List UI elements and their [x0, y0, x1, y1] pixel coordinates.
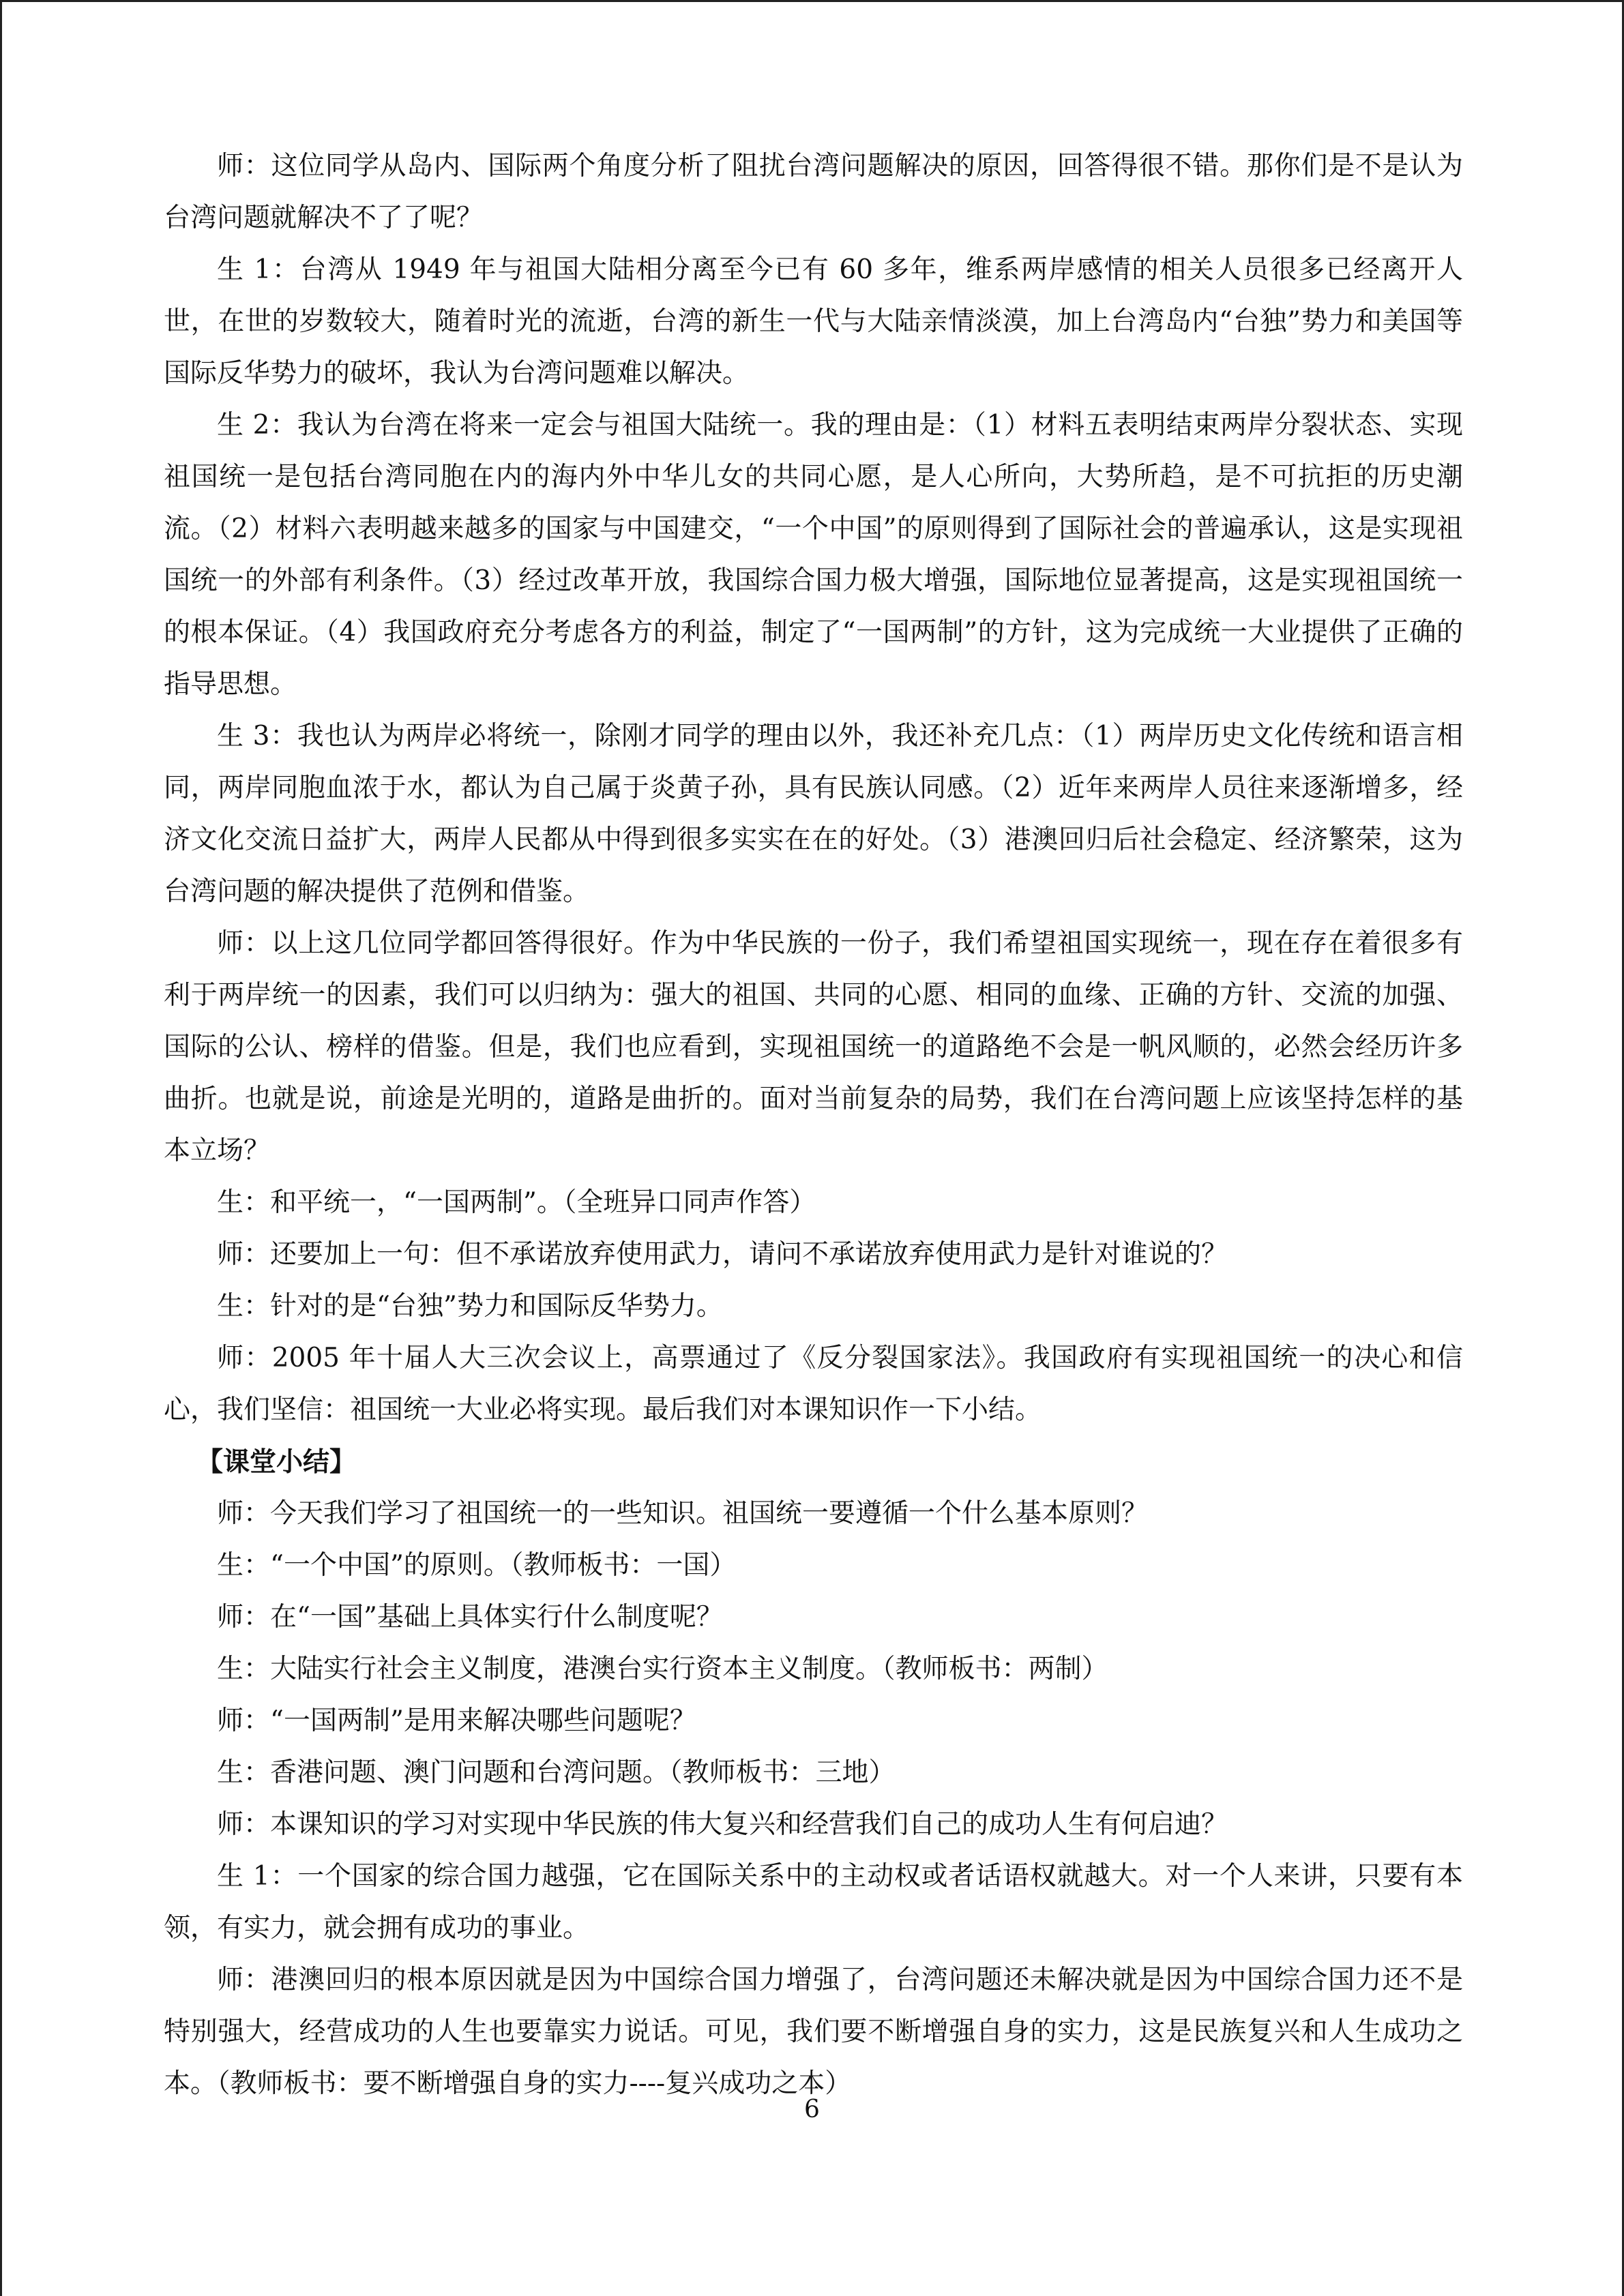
paragraph-teacher-summary: 师：以上这几位同学都回答得很好。作为中华民族的一份子，我们希望祖国实现统一，现在存在着很多有利于两岸统一的因素，我们可以归纳为：强大的祖国、共同的心愿、相同的血缘、正确的方针、交流的加强、国际的公认、榜样的借鉴。但是，我们也应看到，实现祖国统一的道路绝不会是一帆风顺的，必然会经历许多曲折。也就是说，前途是光明的，道路是曲折的。面对当前复杂的局势，我们在台湾问题上应该坚持怎样的基本立场？ [164, 928, 1463, 1166]
paragraph-student-answer: 生：针对的是“台独”势力和国际反华势力。 [217, 1291, 723, 1322]
paragraph-student-2: 生 2：我认为台湾在将来一定会与祖国大陆统一。我的理由是：（1）材料五表明结束两岸分裂状态、实现祖国统一是包括台湾同胞在内的海内外中华儿女的共同心愿，是人心所向，大势所趋，是不可抗拒的历史潮流。（2）材料六表明越来越多的国家与中国建交，“一个中国”的原则得到了国际社会的普遍承认，这是实现祖国统一的外部有利条件。（3）经过改革开放，我国综合国力极大增强，国际地位显著提高，这是实现祖国统一的根本保证。（4）我国政府充分考虑各方的利益，制定了“一国两制”的方针，这为完成统一大业提供了正确的指导思想。 [164, 410, 1463, 700]
summary-student-4: 生 1：一个国家的综合国力越强，它在国际关系中的主动权或者话语权就越大。对一个人来讲，只要有本领，有实力，就会拥有成功的事业。 [164, 1861, 1463, 1943]
summary-teacher-3: 师：“一国两制”是用来解决哪些问题呢？ [217, 1705, 696, 1736]
paragraph-teacher-law: 师：2005 年十届人大三次会议上，高票通过了《反分裂国家法》。我国政府有实现祖国统一的决心和信心，我们坚信：祖国统一大业必将实现。最后我们对本课知识作一下小结。 [164, 1343, 1463, 1425]
paragraph-teacher-question: 师：还要加上一句：但不承诺放弃使用武力，请问不承诺放弃使用武力是针对谁说的？ [217, 1239, 1228, 1270]
document-body [164, 140, 1463, 2110]
page-number: 6 [804, 2096, 820, 2123]
paragraph-student-3: 生 3：我也认为两岸必将统一，除刚才同学的理由以外，我还补充几点：（1）两岸历史文化传统和语言相同，两岸同胞血浓于水，都认为自己属于炎黄子孙，具有民族认同感。（2）近年来两岸人员往来逐渐增多，经济文化交流日益扩大，两岸人民都从中得到很多实实在在的好处。（3）港澳回归后社会稳定、经济繁荣，这为台湾问题的解决提供了范例和借鉴。 [164, 721, 1463, 907]
paragraph-teacher-intro: 师：这位同学从岛内、国际两个角度分析了阻扰台湾问题解决的原因，回答得很不错。那你们是不是认为台湾问题就解决不了了呢？ [164, 151, 1463, 233]
section-heading: 【课堂小结】 [196, 1446, 357, 1478]
paragraph-class-answer: 生：和平统一，“一国两制”。（全班异口同声作答） [217, 1187, 816, 1218]
summary-student-2: 生：大陆实行社会主义制度，港澳台实行资本主义制度。（教师板书：两制） [217, 1654, 1108, 1684]
summary-teacher-4: 师：本课知识的学习对实现中华民族的伟大复兴和经营我们自己的成功人生有何启迪？ [217, 1809, 1228, 1840]
summary-teacher-1: 师：今天我们学习了祖国统一的一些知识。祖国统一要遵循一个什么基本原则？ [217, 1498, 1149, 1529]
summary-student-1: 生：“一个中国”的原则。（教师板书：一国） [217, 1550, 737, 1581]
summary-teacher-2: 师：在“一国”基础上具体实行什么制度呢？ [217, 1602, 723, 1632]
summary-student-3: 生：香港问题、澳门问题和台湾问题。（教师板书：三地） [217, 1757, 896, 1788]
summary-teacher-5: 师：港澳回归的根本原因就是因为中国综合国力增强了，台湾问题还未解决就是因为中国综合国力还不是特别强大，经营成功的人生也要靠实力说话。可见，我们要不断增强自身的实力，这是民族复兴和人生成功之本。（教师板书：要不断增强自身的实力----复兴成功之本） [164, 1965, 1463, 2099]
paragraph-student-1: 生 1：台湾从 1949 年与祖国大陆相分离至今已有 60 多年，维系两岸感情的相关人员很多已经离开人世，在世的岁数较大，随着时光的流逝，台湾的新生一代与大陆亲情淡漠，加上台湾岛内“台独”势力和美国等国际反华势力的破坏，我认为台湾问题难以解决。 [164, 254, 1463, 389]
